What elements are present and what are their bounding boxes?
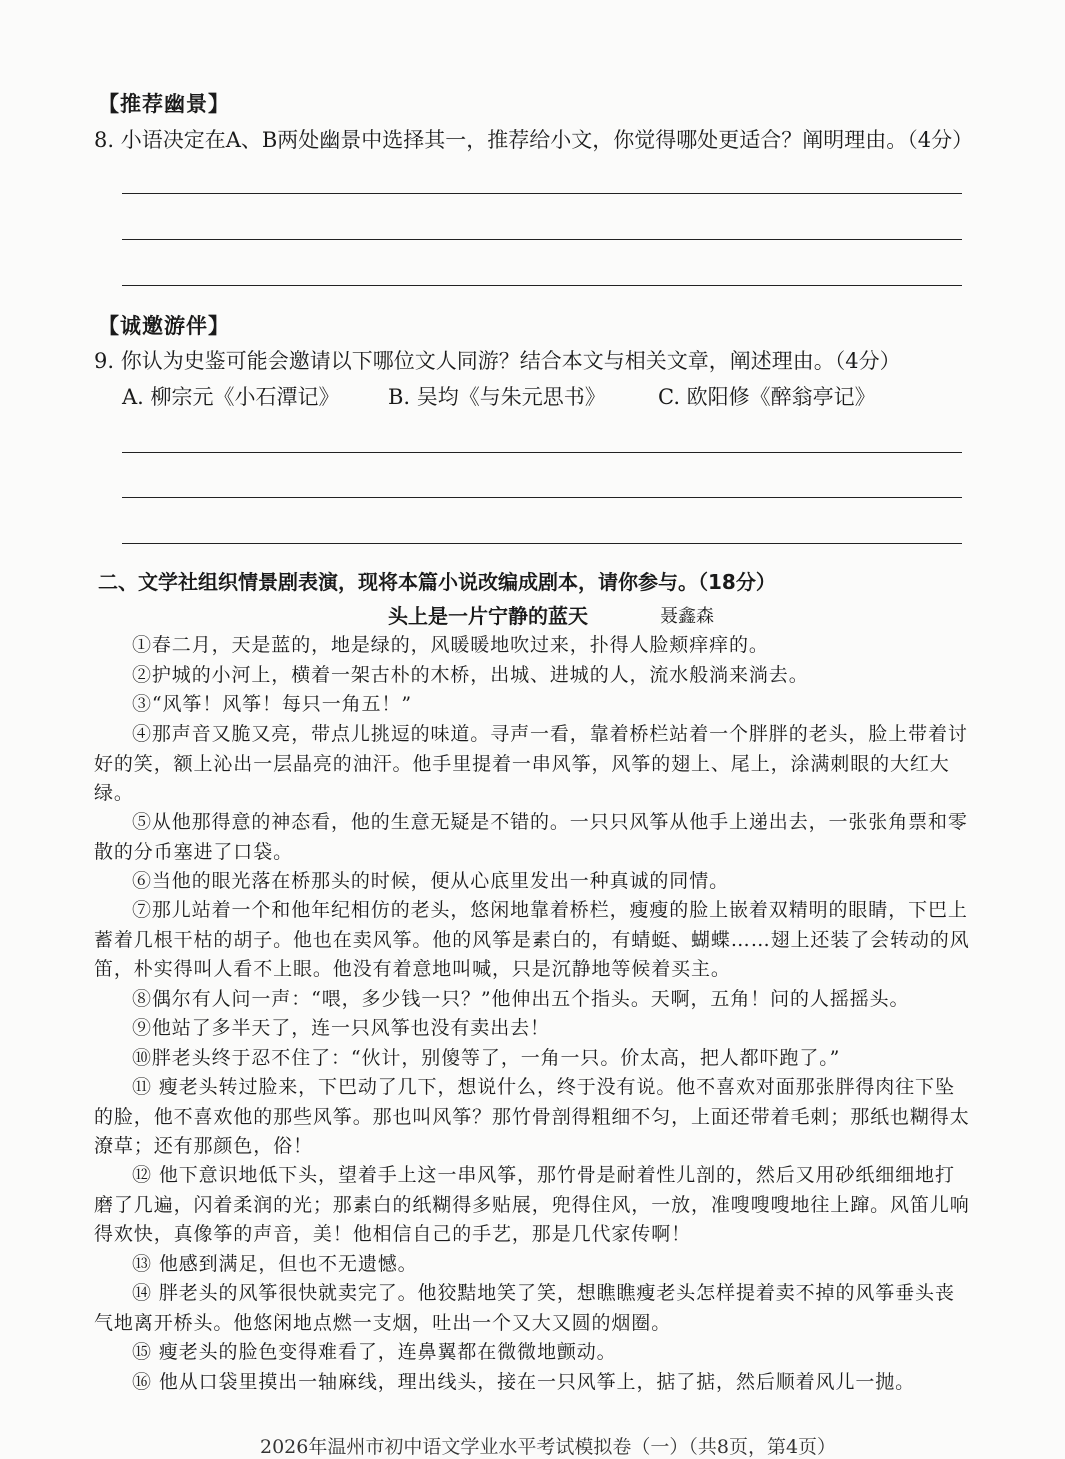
story-paragraph: ⑭ 胖老头的风筝很快就卖完了。他狡黠地笑了笑，想瞧瞧瘦老头怎样提着卖不掉的风筝垂头丧气地离开桥头。他悠闲地点燃一支烟，吐出一个又大又圆的烟圈。 bbox=[94, 1282, 955, 1334]
story-paragraph: ①春二月，天是蓝的，地是绿的，风暖暖地吹过来，扑得人脸颊痒痒的。 bbox=[132, 634, 769, 656]
story-paragraph: ⑧偶尔有人问一声：“喂，多少钱一只？”他伸出五个指头。天啊，五角！问的人摇摇头。 bbox=[132, 988, 910, 1010]
story-paragraph: ③“风筝！风筝！每只一角五！” bbox=[132, 693, 412, 715]
answer-line[interactable] bbox=[122, 239, 962, 240]
story-paragraph: ⑮ 瘦老头的脸色变得难看了，连鼻翼都在微微地颤动。 bbox=[132, 1341, 617, 1363]
story-paragraph: ⑫ 他下意识地低下头，望着手上这一串风筝，那竹骨是耐着性儿剖的，然后又用砂纸细细地打磨了几遍，闪着柔润的光；那素白的纸糊得多贴展，兜得住风，一放，准嗖嗖嗖地往上蹿。风笛儿响得欢快，真像筝的声音，美！他相信自己的手艺，那是几代家传啊！ bbox=[94, 1164, 970, 1245]
answer-line[interactable] bbox=[122, 543, 962, 544]
answer-line[interactable] bbox=[122, 193, 962, 194]
part-two-heading: 二、文学社组织情景剧表演，现将本篇小说改编成剧本，请你参与。（18分） bbox=[98, 570, 776, 594]
story-paragraph: ⑤从他那得意的神态看，他的生意无疑是不错的。一只只风筝从他手上递出去，一张张角票和零散的分币塞进了口袋。 bbox=[94, 811, 968, 863]
story-paragraph: ⑪ 瘦老头转过脸来，下巴动了几下，想说什么，终于没有说。他不喜欢对面那张胖得肉往下坠的脸，他不喜欢他的那些风筝。那也叫风筝？那竹骨剖得粗细不匀，上面还带着毛刺；那纸也糊得太潦草；还有那颜色，俗！ bbox=[94, 1076, 970, 1157]
question-9: 9. 你认为史鉴可能会邀请以下哪位文人同游？结合本文与相关文章，阐述理由。（4分） bbox=[94, 349, 901, 373]
option-c: C. 欧阳修《醉翁亭记》 bbox=[658, 385, 876, 409]
answer-line[interactable] bbox=[122, 452, 962, 453]
story-paragraph: ④那声音又脆又亮，带点儿挑逗的味道。寻声一看，靠着桥栏站着一个胖胖的老头，脸上带着讨好的笑，额上沁出一层晶亮的油汗。他手里提着一串风筝，风筝的翅上、尾上，涂满刺眼的大红大绿。 bbox=[94, 723, 968, 804]
story-paragraph: ②护城的小河上，横着一架古朴的木桥，出城、进城的人，流水般淌来淌去。 bbox=[132, 664, 809, 686]
section-title-recommend: 【推荐幽景】 bbox=[98, 92, 230, 116]
story-paragraph: ⑦那儿站着一个和他年纪相仿的老头，悠闲地靠着桥栏，瘦瘦的脸上嵌着双精明的眼睛，下巴上蓄着几根干枯的胡子。他也在卖风筝。他的风筝是素白的，有蜻蜓、蝴蝶……翅上还装了会转动的风笛，朴实得叫人看不上眼。他没有着意地叫喊，只是沉静地等候着买主。 bbox=[94, 899, 970, 980]
story-paragraph: ⑩胖老头终于忍不住了：“伙计，别傻等了，一角一只。价太高，把人都吓跑了。” bbox=[132, 1047, 841, 1069]
question-8: 8. 小语决定在A、B两处幽景中选择其一，推荐给小文，你觉得哪处更适合？阐明理由。（4分） bbox=[94, 128, 974, 152]
story-title: 头上是一片宁静的蓝天 bbox=[388, 604, 588, 628]
story-paragraph: ⑥当他的眼光落在桥那头的时候，便从心底里发出一种真诚的同情。 bbox=[132, 870, 730, 892]
story-paragraph: ⑯ 他从口袋里摸出一轴麻线，理出线头，接在一只风筝上，掂了掂，然后顺着风儿一抛。 bbox=[132, 1371, 916, 1393]
option-b: B. 吴均《与朱元思书》 bbox=[388, 385, 606, 409]
story-author: 聂鑫森 bbox=[660, 606, 714, 627]
answer-line[interactable] bbox=[122, 285, 962, 286]
option-a: A. 柳宗元《小石潭记》 bbox=[122, 385, 340, 409]
section-title-invite: 【诚邀游伴】 bbox=[98, 314, 230, 338]
story-paragraph: ⑨他站了多半天了，连一只风筝也没有卖出去！ bbox=[132, 1017, 550, 1039]
answer-line[interactable] bbox=[122, 497, 962, 498]
page-footer: 2026年温州市初中语文学业水平考试模拟卷（一）（共8页，第4页） bbox=[260, 1436, 837, 1458]
story-paragraph: ⑬ 他感到满足，但也不无遗憾。 bbox=[132, 1253, 418, 1275]
